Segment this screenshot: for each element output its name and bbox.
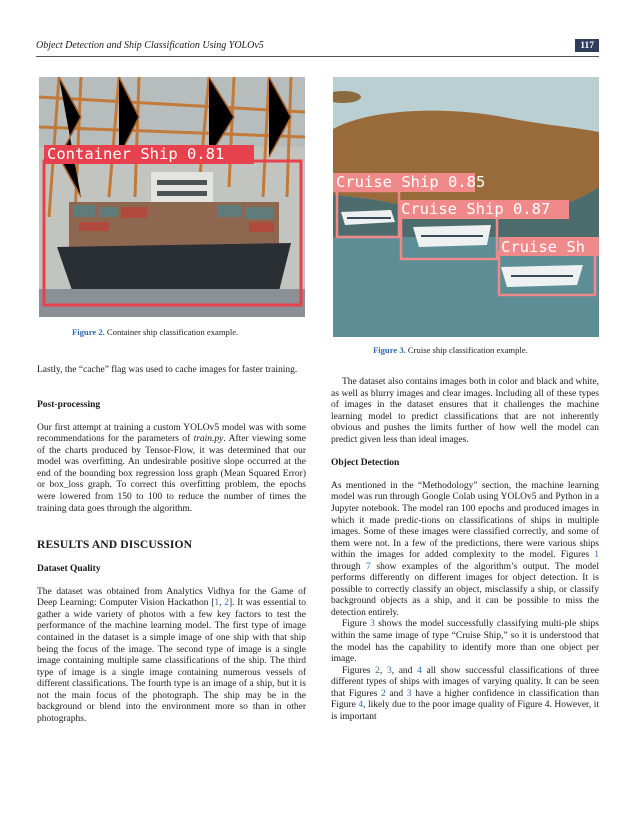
page-number: 117 (575, 39, 599, 52)
dataset-text-b: ]. It was essential to gather a wide variety of photos with a few key factors to test the performance of the machine learning model. The first type of image contained in the dataset is a simple image of one ship with that ship being the focus of the image. The second type of image is a single image containing multiple same classifications of the ship. The third type of image is a single image containing numerous vessels of different classifications. The fourth type is an image of a ship, but it is not the main focus of the photograph. The ship may be in the background or blend into the environment more so than in other photographs. (37, 598, 306, 724)
figures-comparison-paragraph (331, 666, 599, 724)
running-header (36, 40, 599, 54)
figure-link-7[interactable]: 7 (366, 561, 371, 572)
figs-sep-2: , and (391, 665, 418, 676)
detection-text-b: show examples of the algorithm’s output. The model performs differently on different images for object detection. It is possible to correctly classify an object, misclassify a ship, or classify background objects as a ship, and it can be possible to miss the detection entirely. (331, 561, 599, 618)
postprocessing-paragraph (37, 423, 306, 515)
figs-text-mid2: have a higher confidence in classification than Figure (331, 688, 599, 711)
results-heading: RESULTS AND DISCUSSION (37, 538, 193, 552)
figs-sep-1: , (379, 665, 387, 676)
postprocessing-heading: Post-processing (37, 399, 101, 410)
figs-text-mid1: all show successful classifications of three different types of ships with images of varying quality. It can be seen that Figures (331, 665, 600, 699)
figure-2-label: Figure 2. (72, 327, 105, 337)
figure-3-discussion-paragraph (331, 619, 599, 665)
reference-link-2[interactable]: 2 (224, 598, 229, 609)
postprocessing-text-b: . After viewing some of the charts produced by Tensor-Flow, it was determined that our model was overfitting. An undesirable positive slope occurred at the end of the bounding box regression loss graph (Mean Squared Error) or box_loss graph. To correct this overfitting problem, the epochs were lowered from 150 to 100 to reduce the number of times the training data goes through the algorithm. (37, 434, 306, 514)
reference-link-1[interactable]: 1 (214, 598, 220, 609)
running-title: Object Detection and Ship Classification Using YOLOv5 (36, 40, 264, 51)
figure-2-caption-text: Container ship classification example. (104, 327, 239, 337)
figure-3-image (333, 77, 599, 337)
object-detection-heading: Object Detection (331, 457, 400, 468)
detection-label-cruise-3: Cruise Sh (501, 238, 585, 256)
dataset-quality-heading: Dataset Quality (37, 563, 101, 574)
dataset-quality-paragraph (37, 587, 306, 726)
detection-label-container: Container Ship 0.81 (47, 145, 225, 163)
figure-link-2b[interactable]: 2 (381, 688, 386, 699)
figure-link-4[interactable]: 4 (417, 665, 422, 676)
train-py-filename: train.py (193, 434, 224, 445)
detection-text-a: As mentioned in the “Methodology” section, the machine learning model was run through Google Colab using YOLOv5 and Python in a Jupyter notebook. The model ran 100 epochs and produced images in which it made predic-tions on classifications of ships in multiple images. Some of these images were classified correctly, and some of them were not. In a few of the predictions, there were various ships within the images for added complexity to the model. Figures (331, 480, 599, 561)
cache-paragraph: Lastly, the “cache” flag was used to cache images for faster training. (37, 365, 298, 375)
postprocessing-text-a: Our first attempt at training a custom YOLOv5 model was with some recommendations for the parameters of (37, 422, 306, 445)
fig3-text-pre: Figure (342, 619, 371, 630)
figure-link-3c[interactable]: 3 (406, 688, 412, 699)
figure-3-caption-text: Cruise ship classification example. (405, 345, 528, 355)
figure-link-1[interactable]: 1 (594, 550, 599, 561)
reference-separator: , (219, 598, 225, 609)
dataset-variety-paragraph: The dataset also contains images both in color and black and white, as well as blurry images and clear images. Including all of these types of images in the dataset ensures that it challenges the machine learning model to predict classifications that are not inherently obvious and pushes the limits further of how well the model can predict given less than ideal images. (331, 377, 599, 445)
figure-link-2[interactable]: 2 (375, 665, 380, 676)
left-column (37, 365, 306, 725)
right-column (331, 377, 599, 723)
figure-2-image (39, 77, 305, 317)
fig3-text-post: shows the model successfully classifying multi-ple ships within the same image of type “Cruise Ship,” so it is understood that the model has the capability to identify more than one object per image. (331, 619, 599, 665)
detection-text-mid: through (331, 561, 367, 572)
figs-text-end: , likely due to the poor image quality of Figure 4. However, it is important (331, 700, 599, 722)
detection-label-cruise-1: Cruise Ship 0.85 (336, 173, 486, 191)
object-detection-paragraph (331, 481, 599, 620)
detection-label-cruise-2: Cruise Ship 0.87 (401, 200, 551, 218)
figure-link-4b[interactable]: 4 (358, 700, 364, 711)
figure-3-label: Figure 3. (373, 345, 406, 355)
figs-text-pre: Figures (342, 665, 376, 676)
figs-and: and (385, 688, 407, 699)
figure-link-3b[interactable]: 3 (386, 665, 392, 676)
figure-3-caption (373, 345, 528, 356)
figure-2-caption (72, 327, 238, 338)
figure-link-3[interactable]: 3 (370, 619, 375, 630)
dataset-text-a: The dataset was obtained from Analytics Vidhya for the Game of Deep Learning: Computer Vision Hackathon [ (37, 586, 306, 609)
header-rule (36, 56, 599, 57)
